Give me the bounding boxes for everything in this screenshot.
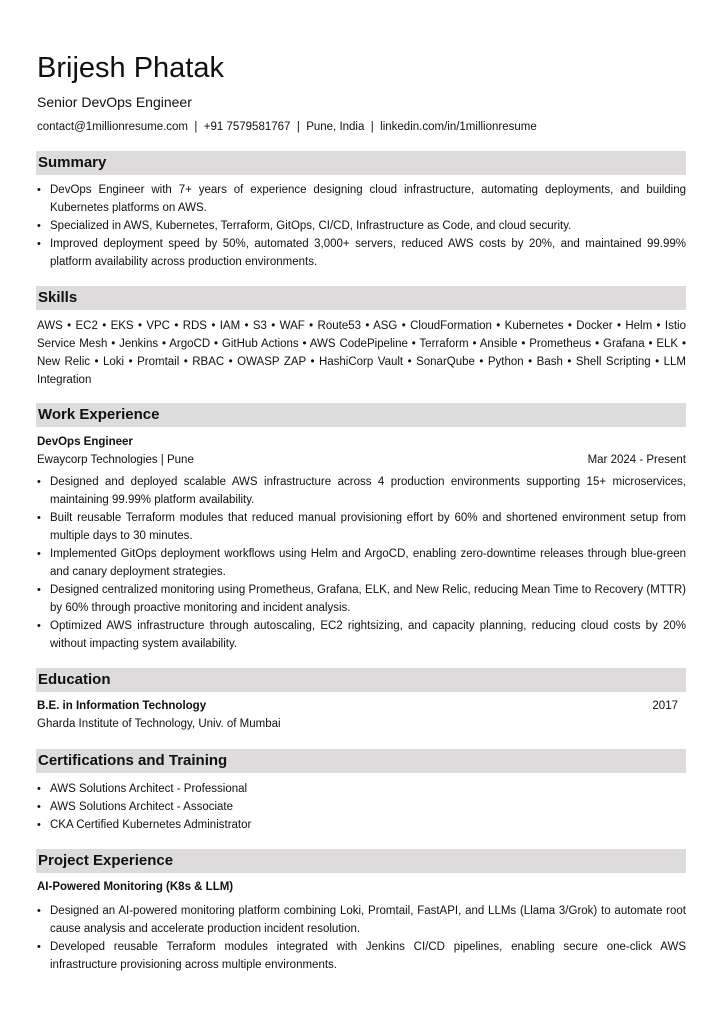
list-item: • Improved deployment speed by 50%, automated 3,000+ servers, reduced AWS costs by 20%, and maintained 99.99% platform availability across production environments.: [37, 235, 686, 271]
education-section-header: [36, 668, 686, 692]
section-heading: Skills: [38, 289, 78, 306]
project-title: AI-Powered Monitoring (K8s & LLM): [37, 881, 234, 893]
list-item: • Built reusable Terraform modules that reduced manual provisioning effort by 60% and shortened environment setup from multiple days to 30 minutes.: [37, 509, 686, 545]
list-item: • DevOps Engineer with 7+ years of experience designing cloud infrastructure, automating deployments, and building Kubernetes platforms on AWS.: [37, 181, 686, 217]
school: Gharda Institute of Technology, Univ. of Mumbai: [37, 718, 281, 730]
section-heading: Summary: [38, 154, 107, 171]
list-item: • Optimized AWS infrastructure through autoscaling, EC2 rightsizing, and capacity planning, reducing cloud costs by 20% without impacting system availability.: [37, 617, 686, 653]
section-heading: Work Experience: [38, 406, 160, 423]
graduation-year: 2017: [652, 700, 678, 712]
skills-text: AWS • EC2 • EKS • VPC • RDS • IAM • S3 • WAF • Route53 • ASG • CloudFormation • Kubernetes • Docker • Helm • Istio Service Mesh • Jenkins • ArgoCD • GitHub Actions • AWS CodePipeline • Terraform • Ansible • Prometheus • Grafana • ELK • New Relic • Loki • Promtail • RBAC • OWASP ZAP • HashiCorp Vault • SonarQube • Python • Bash • Shell Scripting • LLM Integration: [37, 320, 686, 386]
job-company: Ewaycorp Technologies | Pune: [37, 454, 194, 466]
list-item: • Specialized in AWS, Kubernetes, Terraform, GitOps, CI/CD, Infrastructure as Code, and cloud security.: [37, 217, 686, 235]
experience-list: [37, 473, 686, 653]
projects-section-header: [36, 849, 686, 873]
list-item: • AWS Solutions Architect - Associate: [37, 798, 686, 816]
contact-line: contact@1millionresume.com | +91 7579581767 | Pune, India | linkedin.com/in/1millionresume: [37, 121, 537, 133]
section-heading: Project Experience: [38, 852, 174, 869]
summary-section-header: [36, 151, 686, 175]
job-role: DevOps Engineer: [37, 436, 133, 448]
summary-list: [37, 181, 686, 271]
certifications-list: [37, 780, 686, 834]
experience-section-header: [36, 403, 686, 427]
projects-list: [37, 902, 686, 974]
skills-section-header: [36, 286, 686, 310]
job-dates: Mar 2024 - Present: [587, 454, 686, 466]
list-item: • AWS Solutions Architect - Professional: [37, 780, 686, 798]
certifications-section-header: [36, 749, 686, 773]
candidate-title: Senior DevOps Engineer: [37, 94, 192, 110]
list-item: • Implemented GitOps deployment workflows using Helm and ArgoCD, enabling zero-downtime releases through blue-green and canary deployment strategies.: [37, 545, 686, 581]
list-item: • CKA Certified Kubernetes Administrator: [37, 816, 686, 834]
list-item: • Developed reusable Terraform modules integrated with Jenkins CI/CD pipelines, enabling secure one-click AWS infrastructure provisioning across multiple environments.: [37, 938, 686, 974]
candidate-name: Brijesh Phatak: [37, 52, 224, 84]
list-item: • Designed and deployed scalable AWS infrastructure across 4 production environments supporting 15+ microservices, maintaining 99.99% platform availability.: [37, 473, 686, 509]
list-item: • Designed centralized monitoring using Prometheus, Grafana, ELK, and New Relic, reducing Mean Time to Recovery (MTTR) by 60% through proactive monitoring and incident analysis.: [37, 581, 686, 617]
degree: B.E. in Information Technology: [37, 700, 207, 712]
section-heading: Education: [38, 671, 111, 688]
list-item: • Designed an AI-powered monitoring platform combining Loki, Promtail, FastAPI, and LLMs (Llama 3/Grok) to automate root cause analysis and accelerate production incident resolution.: [37, 902, 686, 938]
section-heading: Certifications and Training: [38, 752, 228, 769]
